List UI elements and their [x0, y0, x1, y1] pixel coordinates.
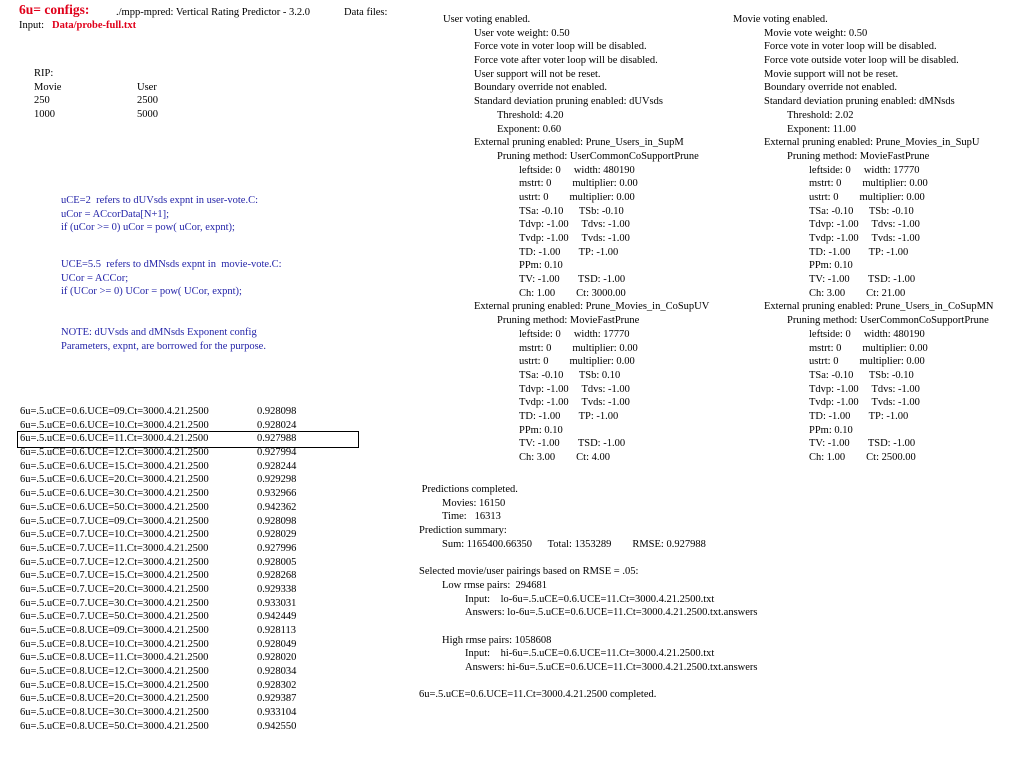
rip-label: RIP:	[34, 68, 54, 79]
config-line: TD: -1.00 TP: -1.00	[519, 246, 619, 258]
config-line: TSa: -0.10 TSb: -0.10	[809, 205, 914, 217]
config-line: Exponent: 0.60	[497, 123, 562, 135]
result-config: 6u=.5.uCE=0.8.UCE=11.Ct=3000.4.21.2500	[20, 652, 209, 664]
result-rmse: 0.928302	[257, 679, 297, 691]
summary-line: Time: 16313	[442, 511, 501, 523]
movie-config-column	[733, 13, 1023, 465]
config-line: Tvdp: -1.00 Tvds: -1.00	[809, 233, 920, 244]
summary-line: Low rmse pairs: 294681	[442, 579, 547, 591]
result-row	[20, 473, 360, 487]
config-line: PPm: 0.10	[519, 260, 563, 272]
result-rmse: 0.929338	[257, 583, 297, 595]
config-line: User vote weight: 0.50	[474, 27, 570, 39]
config-line: Tvdp: -1.00 Tvds: -1.00	[809, 397, 920, 409]
summary-line: Prediction summary:	[419, 525, 507, 537]
config-line: User voting enabled.	[443, 14, 531, 25]
config-line: leftside: 0 width: 480190	[519, 164, 635, 176]
config-line: Tdvp: -1.00 Tdvs: -1.00	[809, 219, 920, 231]
summary-line: Input: lo-6u=.5.uCE=0.6.UCE=11.Ct=3000.4.21.2500.txt	[465, 593, 715, 605]
result-row	[20, 651, 360, 665]
config-line: ustrt: 0 multiplier: 0.00	[519, 191, 635, 203]
config-line: TV: -1.00 TSD: -1.00	[519, 274, 626, 286]
result-config: 6u=.5.uCE=0.7.UCE=20.Ct=3000.4.21.2500	[20, 583, 209, 595]
result-row	[20, 569, 360, 583]
config-line: Force vote after voter loop will be disabled.	[474, 55, 658, 67]
rip-table	[34, 67, 234, 122]
result-row	[20, 446, 360, 460]
result-rmse: 0.928005	[257, 556, 297, 568]
user-config-column	[443, 13, 733, 465]
result-rmse: 0.927994	[257, 447, 297, 459]
config-line: TD: -1.00 TP: -1.00	[809, 410, 909, 422]
summary-line: Answers: lo-6u=.5.uCE=0.6.UCE=11.Ct=3000.4.21.2500.txt.answers	[465, 607, 758, 619]
result-config: 6u=.5.uCE=0.6.UCE=10.Ct=3000.4.21.2500	[20, 419, 209, 431]
result-row	[20, 624, 360, 638]
config-line: External pruning enabled: Prune_Users_in_CoSupMN	[764, 301, 994, 313]
result-row	[20, 528, 360, 542]
config-line: TSa: -0.10 TSb: 0.10	[519, 369, 621, 381]
config-line: ustrt: 0 multiplier: 0.00	[809, 356, 925, 368]
config-line: Ch: 1.00 Ct: 2500.00	[809, 452, 916, 463]
config-line: Tdvp: -1.00 Tdvs: -1.00	[809, 383, 920, 395]
result-row	[20, 638, 360, 652]
result-rmse: 0.933031	[257, 597, 297, 609]
config-line: TSa: -0.10 TSb: -0.10	[519, 205, 624, 217]
result-row	[20, 720, 360, 734]
config-line: Ch: 3.00 Ct: 21.00	[809, 287, 906, 299]
config-line: TSa: -0.10 TSb: -0.10	[809, 369, 914, 381]
result-row	[20, 706, 360, 720]
config-line: TV: -1.00 TSD: -1.00	[809, 438, 916, 450]
config-line: mstrt: 0 multiplier: 0.00	[809, 178, 928, 190]
result-rmse: 0.927996	[257, 542, 297, 554]
summary-line	[419, 620, 1019, 634]
result-config: 6u=.5.uCE=0.7.UCE=10.Ct=3000.4.21.2500	[20, 529, 209, 541]
summary-line	[419, 675, 1019, 689]
result-row	[20, 501, 360, 515]
rip-header-movie: Movie	[34, 81, 62, 93]
config-line: External pruning enabled: Prune_Users_in_SupM	[474, 137, 684, 149]
config-line: ustrt: 0 multiplier: 0.00	[809, 191, 925, 203]
result-rmse: 0.928034	[257, 666, 297, 678]
result-config: 6u=.5.uCE=0.6.UCE=09.Ct=3000.4.21.2500	[20, 406, 209, 417]
config-line: ustrt: 0 multiplier: 0.00	[519, 356, 635, 368]
input-label: Input:	[19, 20, 45, 31]
result-config: 6u=.5.uCE=0.6.UCE=15.Ct=3000.4.21.2500	[20, 460, 209, 472]
config-line: PPm: 0.10	[809, 260, 853, 272]
config-line: Standard deviation pruning enabled: dMNsds	[764, 96, 955, 108]
config-line: Force vote in voter loop will be disabled.	[764, 41, 937, 53]
config-line: User support will not be reset.	[474, 68, 601, 80]
config-line: Movie support will not be reset.	[764, 68, 899, 80]
config-line: Tdvp: -1.00 Tdvs: -1.00	[519, 383, 630, 395]
highlight-box	[17, 431, 359, 448]
config-line: Force vote in voter loop will be disabled.	[474, 41, 647, 53]
result-rmse: 0.933104	[257, 707, 297, 719]
summary-line: 6u=.5.uCE=0.6.UCE=11.Ct=3000.4.21.2500 completed.	[419, 689, 657, 701]
result-config: 6u=.5.uCE=0.6.UCE=50.Ct=3000.4.21.2500	[20, 501, 209, 513]
result-config: 6u=.5.uCE=0.7.UCE=09.Ct=3000.4.21.2500	[20, 515, 209, 527]
config-line: mstrt: 0 multiplier: 0.00	[519, 178, 638, 190]
result-row	[20, 610, 360, 624]
config-line: TD: -1.00 TP: -1.00	[519, 410, 619, 422]
result-rmse: 0.928098	[257, 515, 297, 527]
result-rmse: 0.942550	[257, 720, 297, 732]
config-line: Ch: 3.00 Ct: 4.00	[519, 452, 611, 463]
result-config: 6u=.5.uCE=0.6.UCE=20.Ct=3000.4.21.2500	[20, 474, 209, 486]
config-line: External pruning enabled: Prune_Movies_in_SupU	[764, 137, 980, 149]
result-config: 6u=.5.uCE=0.7.UCE=11.Ct=3000.4.21.2500	[20, 542, 209, 554]
config-line: Boundary override not enabled.	[474, 82, 607, 94]
result-config: 6u=.5.uCE=0.8.UCE=10.Ct=3000.4.21.2500	[20, 638, 209, 650]
results-list	[20, 405, 360, 734]
result-config: 6u=.5.uCE=0.7.UCE=15.Ct=3000.4.21.2500	[20, 570, 209, 582]
config-line: leftside: 0 width: 17770	[519, 328, 630, 340]
config-line: Threshold: 4.20	[497, 109, 564, 121]
result-rmse: 0.928098	[257, 406, 297, 417]
result-config: 6u=.5.uCE=0.8.UCE=15.Ct=3000.4.21.2500	[20, 679, 209, 691]
config-line: Pruning method: MovieFastPrune	[787, 150, 930, 162]
ucor-note: uCE=2 refers to dUVsds expnt in user-vote.C: uCor = ACcorData[N+1]; if (uCor >= 0) uCor = pow( uCor, expnt);	[61, 195, 259, 234]
datafiles-label: Data files:	[344, 7, 388, 18]
config-line: Ch: 1.00 Ct: 3000.00	[519, 287, 626, 299]
result-config: 6u=.5.uCE=0.7.UCE=30.Ct=3000.4.21.2500	[20, 597, 209, 609]
config-line: Tvdp: -1.00 Tvds: -1.00	[519, 233, 630, 244]
summary-line: Movies: 16150	[442, 497, 506, 509]
summary-line: Input: hi-6u=.5.uCE=0.6.UCE=11.Ct=3000.4.21.2500.txt	[465, 648, 715, 660]
result-config: 6u=.5.uCE=0.6.UCE=11.Ct=3000.4.21.2500	[20, 433, 209, 445]
config-line: Tdvp: -1.00 Tdvs: -1.00	[519, 219, 630, 231]
summary-line: Sum: 1165400.66350 Total: 1353289 RMSE: 0.927988	[442, 538, 706, 550]
command-line: ./mpp-mpred: Vertical Rating Predictor - 3.2.0	[116, 7, 311, 18]
config-line: Threshold: 2.02	[787, 109, 854, 121]
config-line: leftside: 0 width: 480190	[809, 328, 925, 340]
config-line: mstrt: 0 multiplier: 0.00	[519, 342, 638, 354]
result-config: 6u=.5.uCE=0.8.UCE=09.Ct=3000.4.21.2500	[20, 625, 209, 636]
result-config: 6u=.5.uCE=0.8.UCE=12.Ct=3000.4.21.2500	[20, 666, 209, 678]
result-rmse: 0.942362	[257, 501, 297, 513]
result-row	[20, 515, 360, 529]
result-rmse: 0.928024	[257, 419, 297, 431]
result-row	[20, 692, 360, 706]
rip-row: 250 2500	[34, 95, 158, 107]
result-rmse: 0.928020	[257, 652, 297, 664]
result-row	[20, 405, 360, 419]
config-line: Standard deviation pruning enabled: dUVsds	[474, 96, 663, 108]
config-line: Tvdp: -1.00 Tvds: -1.00	[519, 397, 630, 409]
result-row	[20, 597, 360, 611]
result-rmse: 0.928113	[257, 625, 296, 636]
result-config: 6u=.5.uCE=0.7.UCE=50.Ct=3000.4.21.2500	[20, 611, 209, 623]
config-line: Exponent: 11.00	[787, 123, 857, 135]
summary-line: Answers: hi-6u=.5.uCE=0.6.UCE=11.Ct=3000.4.21.2500.txt.answers	[465, 661, 758, 673]
config-line: Movie voting enabled.	[733, 14, 828, 25]
config-line: PPm: 0.10	[519, 424, 563, 436]
config-line: Boundary override not enabled.	[764, 82, 897, 94]
result-config: 6u=.5.uCE=0.8.UCE=50.Ct=3000.4.21.2500	[20, 720, 209, 732]
result-rmse: 0.929387	[257, 693, 297, 705]
config-line: Pruning method: UserCommonCoSupportPrune	[497, 150, 699, 162]
result-row	[20, 556, 360, 570]
result-row	[20, 679, 360, 693]
config-title: 6u= configs:	[19, 2, 90, 17]
result-config: 6u=.5.uCE=0.8.UCE=20.Ct=3000.4.21.2500	[20, 693, 209, 705]
result-rmse: 0.942449	[257, 611, 297, 623]
summary-line: Selected movie/user pairings based on RMSE = .05:	[419, 566, 639, 578]
result-row	[20, 583, 360, 597]
config-line: TV: -1.00 TSD: -1.00	[519, 438, 626, 450]
result-config: 6u=.5.uCE=0.6.UCE=12.Ct=3000.4.21.2500	[20, 447, 209, 459]
config-line: mstrt: 0 multiplier: 0.00	[809, 342, 928, 354]
result-rmse: 0.928268	[257, 570, 297, 582]
rip-row: 1000 5000	[34, 109, 158, 121]
result-rmse: 0.928029	[257, 529, 297, 541]
config-line: TV: -1.00 TSD: -1.00	[809, 274, 916, 286]
result-config: 6u=.5.uCE=0.8.UCE=30.Ct=3000.4.21.2500	[20, 707, 209, 719]
result-row	[20, 665, 360, 679]
result-rmse: 0.928244	[257, 460, 297, 472]
config-line: leftside: 0 width: 17770	[809, 164, 920, 176]
result-row	[20, 460, 360, 474]
result-row	[20, 487, 360, 501]
result-row	[20, 542, 360, 556]
result-rmse: 0.927988	[257, 433, 297, 445]
Ucor-note: UCE=5.5 refers to dMNsds expnt in movie-vote.C: UCor = ACCor; if (UCor >= 0) UCor = pow( UCor, expnt);	[61, 259, 282, 298]
config-line: Pruning method: MovieFastPrune	[497, 315, 640, 327]
config-line: TD: -1.00 TP: -1.00	[809, 246, 909, 258]
rip-header-row	[34, 81, 234, 95]
config-line: Force vote outside voter loop will be disabled.	[764, 55, 959, 67]
config-line: Pruning method: UserCommonCoSupportPrune	[787, 315, 989, 327]
summary-line	[419, 551, 1019, 565]
config-line: Movie vote weight: 0.50	[764, 27, 868, 39]
result-rmse: 0.932966	[257, 488, 297, 500]
input-file: Data/probe-full.txt	[52, 20, 137, 31]
exponent-note: NOTE: dUVsds and dMNsds Exponent config Parameters, expnt, are borrowed for the purpose.	[61, 327, 266, 352]
summary-line: Predictions completed.	[419, 484, 518, 495]
result-rmse: 0.929298	[257, 474, 297, 486]
rip-header-user: User	[137, 81, 157, 93]
config-line: PPm: 0.10	[809, 424, 853, 436]
config-line: External pruning enabled: Prune_Movies_in_CoSupUV	[474, 301, 710, 313]
prediction-summary	[419, 483, 1019, 702]
summary-line: High rmse pairs: 1058608	[442, 634, 552, 646]
result-rmse: 0.928049	[257, 638, 297, 650]
result-config: 6u=.5.uCE=0.6.UCE=30.Ct=3000.4.21.2500	[20, 488, 209, 500]
result-config: 6u=.5.uCE=0.7.UCE=12.Ct=3000.4.21.2500	[20, 556, 209, 568]
